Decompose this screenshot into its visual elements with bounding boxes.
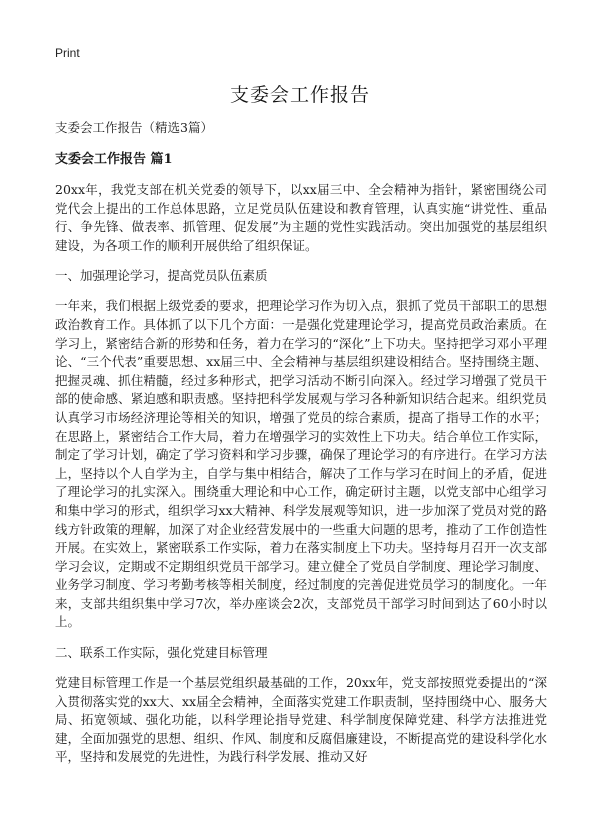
heading-target-management: 二、联系工作实际，强化党建目标管理	[55, 645, 268, 661]
print-link[interactable]: Print	[55, 46, 80, 60]
document-subtitle: 支委会工作报告（精选3篇）	[55, 120, 213, 135]
heading-theory-study: 一、加强理论学习，提高党员队伍素质	[55, 268, 268, 284]
paragraph-theory-study: 一年来，我们根据上级党委的要求，把理论学习作为切入点，狠抓了党员干部职工的思想政治教育工作。具体抓了以下几个方面：一是强化党建理论学习，提高党员政治素质。在学习上，紧密结合新的形势和任务，着力在学习的“深化”上下功夫。坚持把学习邓小平理论、“三个代表”重要思想、xx届三中、全会精神与基层组织建设相结合。坚持围绕主题、把握灵魂、抓住精髓，经过多种形式，把学习活动不断引向深入。经过学习增强了党员干部的使命感、紧迫感和职责感。坚持把科学发展观与学习各种新知识结合起来。组织党员认真学习市场经济理论等相关的知识，增强了党员的综合素质，提高了指导工作的水平；在思路上，紧密结合工作大局，着力在增强学习的实效性上下功夫。结合单位工作实际，制定了学习计划，确定了学习资料和学习步骤，确保了理论学习的有序进行。在学习方法上，坚持以个人自学为主，自学与集中相结合，解决了工作与学习在时间上的矛盾，促进了理论学习的扎实深入。围绕重大理论和中心工作，确定研讨主题，以党支部中心组学习和集中学习的形式，组织学习xx大精神、科学发展观等知识，进一步加深了党员对党的路线方针政策的理解，加深了对企业经营发展中的一些重大问题的思考，推动了工作创造性开展。在实效上，紧密联系工作实际，着力在落实制度上下功夫。坚持每月召开一次支部学习会议，定期或不定期组织党员干部学习。建立健全了党员自学制度、理论学习制度、业务学习制度、学习考勤考核等相关制度，经过制度的完善促进党员学习的制度化。一年来，支部共组织集中学习7次，举办座谈会2次，支部党员干部学习时间到达了60小时以上。	[55, 298, 547, 630]
document-body	[55, 119, 547, 779]
paragraph-target-management: 党建目标管理工作是一个基层党组织最基础的工作，20xx年，党支部按照党委提出的“深入贯彻落实党的xx大、xx届全会精神，全面落实党建工作职责制，坚持围绕中心、服务大局、拓宽领域、强化功能，以科学理论指导党建、科学制度保障党建、科学方法推进党建，全面加强党的思想、组织、作风、制度和反腐倡廉建设，不断提高党的建设科学化水平，坚持和发展党的先进性，为践行科学发展、推动又好	[55, 675, 547, 765]
section-title: 支委会工作报告 篇1	[55, 152, 173, 167]
document-title: 支委会工作报告	[229, 84, 370, 106]
intro-paragraph: 20xx年，我党支部在机关党委的领导下，以xx届三中、全会精神为指针，紧密围绕公司党代会上提出的工作总体思路，立足党员队伍建设和教育管理，认真实施“讲党性、重品行、争先锋、做表率、抓管理、促发展”为主题的党性实践活动。突出加强党的基层组织建设，为各项工作的顺利开展供给了组织保证。	[55, 182, 547, 253]
